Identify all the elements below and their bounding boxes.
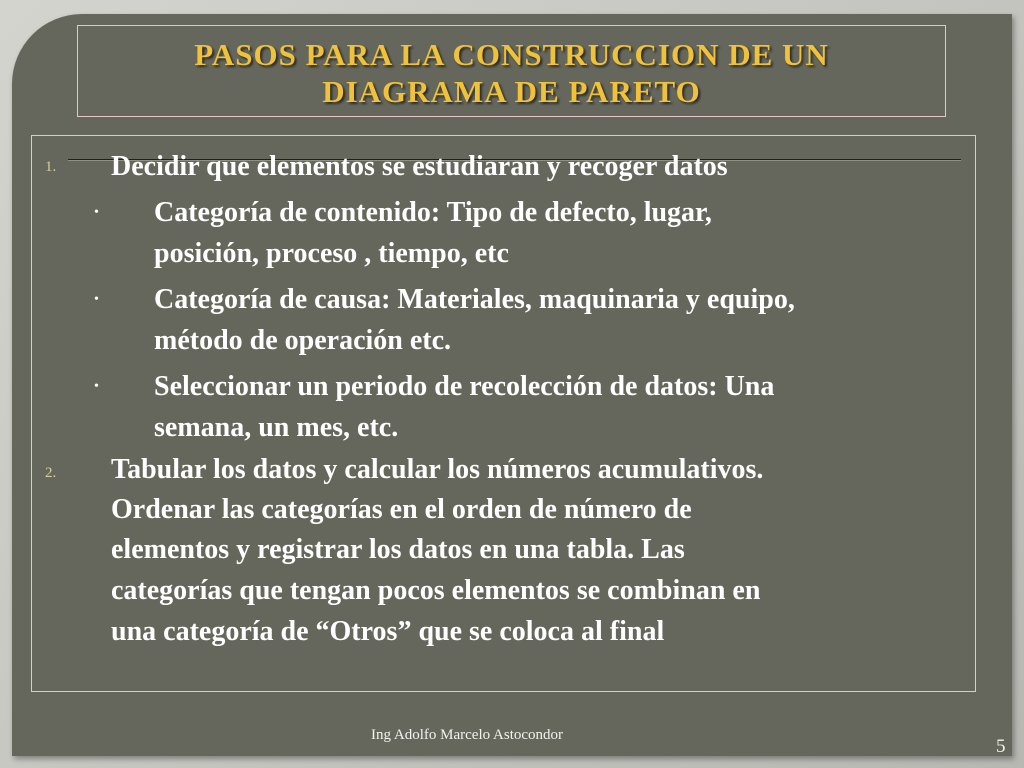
step-2-line-4: categorías que tengan pocos elementos se combinan en bbox=[111, 575, 761, 606]
page-number: 5 bbox=[996, 736, 1006, 757]
bullet-marker: • bbox=[94, 292, 99, 307]
title-box bbox=[77, 25, 946, 117]
step-2-line-1: Tabular los datos y calcular los números acumulativos. bbox=[111, 454, 764, 485]
bullet-2-line-1: Categoría de causa: Materiales, maquinaria y equipo, bbox=[154, 284, 795, 315]
bullet-3-line-1: Seleccionar un periodo de recolección de datos: Una bbox=[154, 371, 775, 402]
bullet-marker: • bbox=[94, 379, 99, 394]
bullet-1-line-1: Categoría de contenido: Tipo de defecto, lugar, bbox=[154, 197, 712, 228]
bullet-1-line-2: posición, proceso , tiempo, etc bbox=[154, 238, 509, 269]
title-line-2: DIAGRAMA DE PARETO bbox=[322, 74, 701, 109]
title-line-1: PASOS PARA LA CONSTRUCCION DE UN bbox=[194, 37, 829, 72]
slide-title bbox=[78, 36, 945, 110]
step-2-line-3: elementos y registrar los datos en una tabla. Las bbox=[111, 534, 685, 565]
step-1-number: 1. bbox=[45, 159, 57, 175]
step-2-line-2: Ordenar las categorías en el orden de número de bbox=[111, 494, 692, 525]
step-2-number: 2. bbox=[45, 465, 57, 481]
step-1-text: Decidir que elementos se estudiaran y recoger datos bbox=[111, 151, 728, 182]
footer-author: Ing Adolfo Marcelo Astocondor bbox=[371, 727, 564, 743]
bullet-marker: • bbox=[94, 205, 99, 220]
step-2-line-5: una categoría de “Otros” que se coloca al final bbox=[111, 616, 665, 647]
bullet-2-line-2: método de operación etc. bbox=[154, 325, 452, 356]
bullet-3-line-2: semana, un mes, etc. bbox=[154, 412, 399, 443]
